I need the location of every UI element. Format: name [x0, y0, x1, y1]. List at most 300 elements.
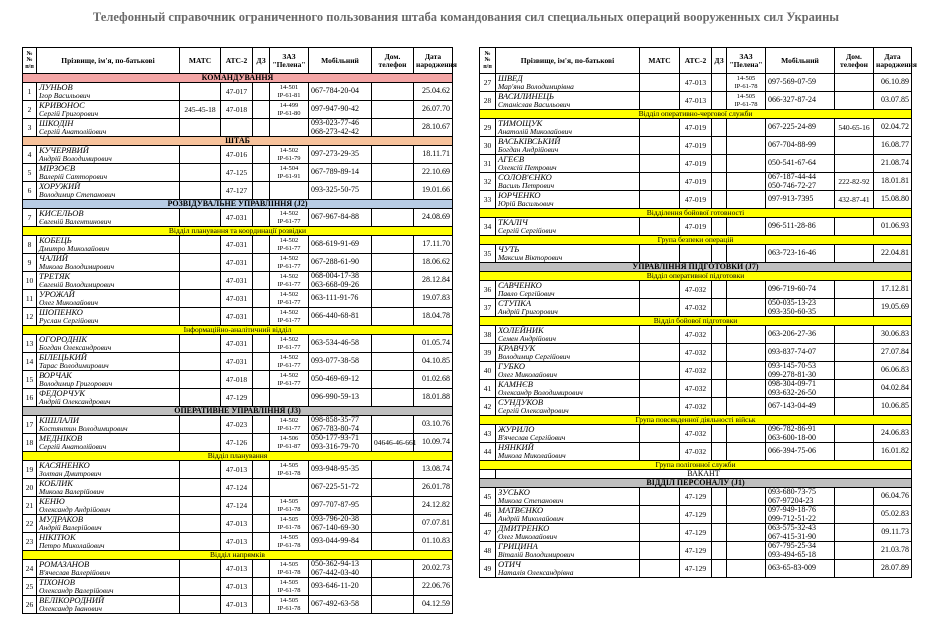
table-row [23, 83, 453, 101]
mats-phone [640, 344, 680, 362]
person-name-cell [37, 497, 180, 515]
zaz-pelena-cell [270, 353, 309, 371]
zaz-pelena-cell [270, 533, 309, 551]
person-given-names: Сергій Анатолійович [39, 126, 107, 136]
header-row [480, 48, 912, 74]
section-header-row [480, 236, 912, 245]
zaz-pelena-line: IP-61-78 [277, 469, 301, 477]
ats2-phone: 47-013 [221, 515, 253, 533]
mats-phone [180, 182, 221, 200]
section-title: Відділ оперативної підготовки [480, 272, 912, 281]
person-name-cell [37, 515, 180, 533]
mats-phone [180, 83, 221, 101]
mobile-cell [309, 209, 372, 227]
person-given-names: Петро Миколайович [39, 540, 105, 550]
table-row [480, 281, 912, 299]
zaz-pelena-cell [270, 101, 309, 119]
person-surname: КРАВЧУК [498, 343, 536, 353]
person-name-cell [496, 344, 640, 362]
mats-phone [640, 173, 680, 191]
birth-date: 10.09.74 [414, 434, 453, 452]
col-header-home: Дом. телефон [835, 48, 874, 74]
person-given-names: Юрій Васильович [498, 198, 554, 208]
mats-phone [640, 443, 680, 461]
ats2-phone: 47-129 [680, 542, 712, 560]
mobile-cell [309, 515, 372, 533]
zaz-pelena-line: 14-502 [279, 237, 299, 244]
zaz-pelena-line: IP-61-78 [734, 82, 758, 90]
person-name-cell [496, 560, 640, 578]
mobile-phone: 093-350-60-35 [768, 306, 816, 316]
person-given-names: Сергій Олександрович [498, 405, 569, 415]
ats2-phone: 47-013 [221, 596, 253, 614]
mobile-phone: 066-394-75-06 [768, 446, 816, 456]
person-surname: ЖУРИЛО [498, 424, 535, 434]
person-name-cell [37, 434, 180, 452]
zaz-pelena-cell [270, 515, 309, 533]
person-given-names: Микола Степанович [498, 495, 564, 505]
birth-date: 02.04.72 [874, 119, 912, 137]
home-phone [372, 83, 414, 101]
section-header-row [23, 74, 453, 83]
table-row [23, 515, 453, 533]
birth-date: 06.10.89 [874, 74, 912, 92]
zaz-pelena-line: 14-502 [279, 336, 299, 343]
zaz-pelena-cell [727, 362, 766, 380]
row-number: 9 [23, 254, 37, 272]
mats-phone [640, 398, 680, 416]
home-phone [835, 506, 874, 524]
mats-phone [640, 218, 680, 236]
zaz-pelena-cell [727, 344, 766, 362]
mobile-cell [766, 524, 835, 542]
mobile-phone: 050-469-69-12 [311, 374, 359, 384]
mats-phone [640, 425, 680, 443]
table-row [23, 308, 453, 326]
person-surname: НІКІТЮК [39, 532, 76, 542]
dz-phone [253, 497, 270, 515]
mobile-phone: 063-65-83-009 [768, 563, 816, 573]
table-row [480, 173, 912, 191]
mobile-phone: 097-707-87-95 [311, 500, 359, 510]
section-title: Відділення бойової готовності [480, 209, 912, 218]
row-number: 46 [480, 506, 496, 524]
section-header-row [480, 110, 912, 119]
section-title: УПРАВЛІННЯ ПІДГОТОВКИ (J7) [480, 263, 912, 272]
directory-table-left [22, 47, 457, 614]
home-phone [372, 182, 414, 200]
home-phone [372, 272, 414, 290]
row-number: 15 [23, 371, 37, 389]
col-header-ats2: АТС-2 [680, 48, 712, 74]
mobile-phone: 093-837-74-07 [768, 347, 816, 357]
home-phone [372, 335, 414, 353]
person-given-names: Сергій Сергійович [498, 225, 556, 235]
mobile-cell [309, 236, 372, 254]
table-row [23, 461, 453, 479]
person-name-cell [37, 182, 180, 200]
person-surname: СОЛОВ'ЄНКО [498, 172, 552, 182]
row-number: 44 [480, 443, 496, 461]
row-number: 2 [23, 101, 37, 119]
mobile-cell [766, 542, 835, 560]
person-surname: КРИВОНОС [39, 100, 85, 110]
home-phone: 222-82-92 [835, 173, 874, 191]
birth-date: 24.08.69 [414, 209, 453, 227]
person-name-cell [496, 362, 640, 380]
mats-phone [180, 254, 221, 272]
person-surname: НЯНКИЙ [498, 442, 534, 452]
zaz-pelena-line: 14-505 [279, 498, 299, 505]
birth-date: 17.12.81 [874, 281, 912, 299]
birth-date: 18.01.88 [414, 389, 453, 407]
col-header-dz: ДЗ [253, 48, 270, 74]
ats2-phone: 47-013 [221, 461, 253, 479]
person-given-names: Володимир Григорович [39, 378, 113, 388]
home-phone [372, 560, 414, 578]
person-name-cell [496, 281, 640, 299]
zaz-pelena-line: IP-61-77 [277, 361, 301, 369]
ats2-phone: 47-129 [680, 560, 712, 578]
ats2-phone: 47-032 [680, 281, 712, 299]
mobile-cell [766, 425, 835, 443]
mobile-phone: 067-784-20-04 [311, 86, 359, 96]
mobile-phone: 050-746-72-27 [768, 180, 816, 190]
zaz-pelena-line: IP-61-78 [277, 523, 301, 531]
ats2-phone: 47-031 [221, 308, 253, 326]
mobile-phone: 093-145-70-53 [768, 361, 816, 370]
home-phone [372, 578, 414, 596]
row-number: 48 [480, 542, 496, 560]
mobile-phone: 066-327-87-24 [768, 95, 816, 105]
section-title: Відділ планування та координації розвідки [23, 227, 453, 236]
table-row [23, 578, 453, 596]
zaz-pelena-cell [727, 506, 766, 524]
row-number: 31 [480, 155, 496, 173]
row-number: 13 [23, 335, 37, 353]
mats-phone [640, 245, 680, 263]
section-header-row [23, 326, 453, 335]
zaz-pelena-cell [727, 281, 766, 299]
person-given-names: Андрій Валерійович [39, 522, 102, 532]
mobile-phone: 093-646-11-20 [311, 581, 359, 591]
zaz-pelena-line: IP-61-77 [277, 379, 301, 387]
table-row [480, 506, 912, 524]
birth-date: 19.07.83 [414, 290, 453, 308]
birth-date: 24.12.82 [414, 497, 453, 515]
mobile-cell [309, 371, 372, 389]
dz-phone [712, 137, 727, 155]
dz-phone [712, 218, 727, 236]
row-number: 5 [23, 164, 37, 182]
person-surname: ОТИЧ [498, 559, 521, 569]
zaz-pelena-line: IP-61-79 [277, 154, 301, 162]
person-name-cell [37, 146, 180, 164]
person-surname: ТИМОЩУК [498, 118, 543, 128]
birth-date: 28.12.84 [414, 272, 453, 290]
mobile-phone: 093-316-79-70 [311, 441, 359, 451]
home-phone [835, 137, 874, 155]
birth-date: 24.06.83 [874, 425, 912, 443]
mats-phone [180, 596, 221, 614]
home-phone [372, 533, 414, 551]
section-title: ВІДДІЛ ПЕРСОНАЛУ (J1) [480, 479, 912, 488]
person-name-cell [37, 119, 180, 137]
person-surname: БІЛЕЦЬКИЙ [39, 352, 87, 362]
ats2-phone: 47-018 [221, 101, 253, 119]
table-row [23, 101, 453, 119]
person-name-cell [37, 254, 180, 272]
mats-phone [180, 164, 221, 182]
person-surname: ВЕЛІКОРОДНИЙ [39, 595, 105, 605]
dz-phone [712, 155, 727, 173]
mobile-cell [309, 389, 372, 407]
ats2-phone: 47-032 [680, 326, 712, 344]
person-name-cell [496, 380, 640, 398]
section-title: РОЗВІДУВАЛЬНЕ УПРАВЛІННЯ (J2) [23, 200, 453, 209]
zaz-pelena-line: IP-61-78 [734, 100, 758, 108]
zaz-pelena-line: 14-502 [279, 417, 299, 424]
person-given-names: В'ячеслав Валерійович [39, 567, 111, 577]
person-given-names: В'ячеслав Сергійович [498, 432, 566, 442]
mobile-cell [309, 119, 372, 137]
zaz-pelena-cell [727, 119, 766, 137]
mats-phone [180, 578, 221, 596]
mats-phone [180, 389, 221, 407]
person-given-names: Василь Петрович [498, 180, 555, 190]
birth-date: 27.07.84 [874, 344, 912, 362]
home-phone [372, 119, 414, 137]
dz-phone [253, 461, 270, 479]
zaz-pelena-line: 14-504 [279, 165, 299, 172]
row-number: 47 [480, 524, 496, 542]
birth-date: 07.07.81 [414, 515, 453, 533]
person-surname: КАСЯНЕНКО [39, 460, 90, 470]
mats-phone [180, 209, 221, 227]
home-phone: 432-87-41 [835, 191, 874, 209]
birth-date: 19.05.69 [874, 299, 912, 317]
person-given-names: Дмитро Миколайович [39, 243, 110, 253]
zaz-pelena-line: IP-61-78 [277, 568, 301, 576]
table-row [480, 326, 912, 344]
mobile-cell [309, 578, 372, 596]
mobile-phone: 067-225-24-89 [768, 122, 816, 132]
ats2-phone: 47-019 [680, 191, 712, 209]
dz-phone [712, 380, 727, 398]
section-title: ОПЕРАТИВНЕ УПРАВЛІННЯ (J3) [23, 407, 453, 416]
person-given-names: Євгеній Володимирович [39, 279, 115, 289]
mats-phone [640, 191, 680, 209]
dz-phone [712, 425, 727, 443]
row-number: 17 [23, 416, 37, 434]
person-given-names: Андрій Григорович [498, 306, 558, 316]
row-number: 45 [480, 488, 496, 506]
person-name-cell [496, 326, 640, 344]
home-phone [835, 560, 874, 578]
table-row [23, 434, 453, 452]
birth-date: 16.08.77 [874, 137, 912, 155]
dz-phone [253, 434, 270, 452]
col-header-mobile: Мобільний [309, 48, 372, 74]
zaz-pelena-cell [270, 371, 309, 389]
zaz-pelena-cell [270, 416, 309, 434]
person-surname: МІРЗОЄВ [39, 163, 76, 173]
mats-phone [180, 497, 221, 515]
mobile-phone: 093-325-50-75 [311, 185, 359, 195]
mobile-cell [766, 74, 835, 92]
birth-date: 18.11.71 [414, 146, 453, 164]
home-phone [372, 497, 414, 515]
col-header-num: №№ п/п [480, 48, 496, 74]
mobile-cell [309, 497, 372, 515]
mats-phone [180, 560, 221, 578]
ats2-phone: 47-013 [221, 533, 253, 551]
mobile-phone: 099-712-51-22 [768, 513, 816, 523]
dz-phone [253, 164, 270, 182]
ats2-phone: 47-124 [221, 497, 253, 515]
person-surname: КЕНЮ [39, 496, 65, 506]
mobile-phone: 097-913-7395 [768, 194, 814, 204]
col-header-name: Прізвище, ім'я, по-батькові [496, 48, 640, 74]
table-row [480, 137, 912, 155]
home-phone [835, 74, 874, 92]
ats2-phone: 47-013 [221, 578, 253, 596]
mats-phone [180, 146, 221, 164]
mobile-cell [766, 173, 835, 191]
person-given-names: Семен Андрійович [498, 333, 556, 343]
person-name-cell [496, 443, 640, 461]
birth-date: 18.06.62 [414, 254, 453, 272]
section-title: Відділ оперативно-чергової служби [480, 110, 912, 119]
birth-date: 18.04.78 [414, 308, 453, 326]
mobile-phone: 093-023-77-46 [311, 118, 359, 127]
row-number: 34 [480, 218, 496, 236]
section-title: КОМАНДУВАННЯ [23, 74, 453, 83]
person-given-names: Руслан Сергійович [39, 315, 99, 325]
table-row [23, 254, 453, 272]
row-number: 42 [480, 398, 496, 416]
mobile-cell [309, 335, 372, 353]
home-phone [372, 353, 414, 371]
mobile-cell [766, 443, 835, 461]
mobile-phone: 067-783-80-74 [311, 423, 359, 433]
mobile-cell [309, 101, 372, 119]
mobile-phone: 067-143-04-49 [768, 401, 816, 411]
zaz-pelena-cell [270, 461, 309, 479]
person-given-names: Микола Миколайович [498, 450, 566, 460]
zaz-pelena-line: IP-61-81 [277, 91, 301, 99]
zaz-pelena-cell [727, 137, 766, 155]
mobile-cell [766, 398, 835, 416]
mobile-cell [309, 182, 372, 200]
mobile-phone: 066-440-68-81 [311, 311, 359, 321]
person-surname: ШОПЕНКО [39, 307, 83, 317]
mats-phone [180, 353, 221, 371]
table-row [480, 344, 912, 362]
person-name-cell [37, 335, 180, 353]
person-name-cell [37, 101, 180, 119]
person-given-names: Віталій Володимирович [498, 549, 575, 559]
home-phone [835, 443, 874, 461]
zaz-pelena-line: IP-61-78 [277, 604, 301, 612]
person-name-cell [37, 209, 180, 227]
home-phone [835, 155, 874, 173]
home-phone [835, 425, 874, 443]
person-given-names: Андрій Миколайович [498, 513, 564, 523]
dz-phone [712, 344, 727, 362]
row-number: 26 [23, 596, 37, 614]
zaz-pelena-cell [270, 479, 309, 497]
row-number: 25 [23, 578, 37, 596]
person-given-names: Золтан Дмитрович [39, 468, 102, 478]
zaz-pelena-line: IP-61-77 [277, 217, 301, 225]
home-phone [835, 344, 874, 362]
birth-date: 28.07.89 [874, 560, 912, 578]
mats-phone [640, 326, 680, 344]
birth-date: 01.05.74 [414, 335, 453, 353]
birth-date: 03.10.76 [414, 416, 453, 434]
mats-phone [180, 236, 221, 254]
section-header-row [480, 479, 912, 488]
zaz-pelena-line: 14-506 [279, 435, 299, 442]
person-given-names: Ігор Васильович [39, 90, 91, 100]
row-number: 21 [23, 497, 37, 515]
mats-phone [180, 416, 221, 434]
table-row [23, 497, 453, 515]
ats2-phone: 47-032 [680, 443, 712, 461]
table-row [23, 560, 453, 578]
home-phone [835, 380, 874, 398]
birth-date: 01.10.83 [414, 533, 453, 551]
ats2-phone: 47-129 [680, 488, 712, 506]
zaz-pelena-line: 14-502 [279, 354, 299, 361]
person-surname: ХОРУЖИЙ [39, 181, 81, 191]
home-phone [835, 245, 874, 263]
mats-phone [640, 362, 680, 380]
person-surname: МАТВЄНКО [498, 505, 544, 515]
birth-date: 17.11.70 [414, 236, 453, 254]
person-name-cell [496, 173, 640, 191]
zaz-pelena-line: 14-502 [279, 147, 299, 154]
mobile-phone: 096-782-86-91 [768, 424, 816, 433]
dz-phone [712, 74, 727, 92]
ats2-phone: 47-018 [221, 371, 253, 389]
header-row [23, 48, 453, 74]
zaz-pelena-cell [270, 389, 309, 407]
directory-table-right [479, 47, 917, 578]
birth-date: 26.01.78 [414, 479, 453, 497]
person-name-cell [496, 542, 640, 560]
ats2-phone: 47-127 [221, 182, 253, 200]
person-name-cell [496, 245, 640, 263]
zaz-pelena-cell [270, 497, 309, 515]
table-row [480, 443, 912, 461]
person-name-cell [496, 488, 640, 506]
person-given-names: Андрій Олександрович [39, 396, 111, 406]
home-phone [372, 479, 414, 497]
person-name-cell [37, 461, 180, 479]
mobile-cell [766, 326, 835, 344]
dz-phone [253, 578, 270, 596]
row-number: 19 [23, 461, 37, 479]
dz-phone [253, 254, 270, 272]
person-name-cell [37, 371, 180, 389]
zaz-pelena-cell [727, 74, 766, 92]
person-given-names: Анатолій Миколайович [498, 126, 572, 136]
person-surname: ШКОДІН [39, 118, 74, 128]
home-phone [372, 254, 414, 272]
zaz-pelena-cell [727, 560, 766, 578]
